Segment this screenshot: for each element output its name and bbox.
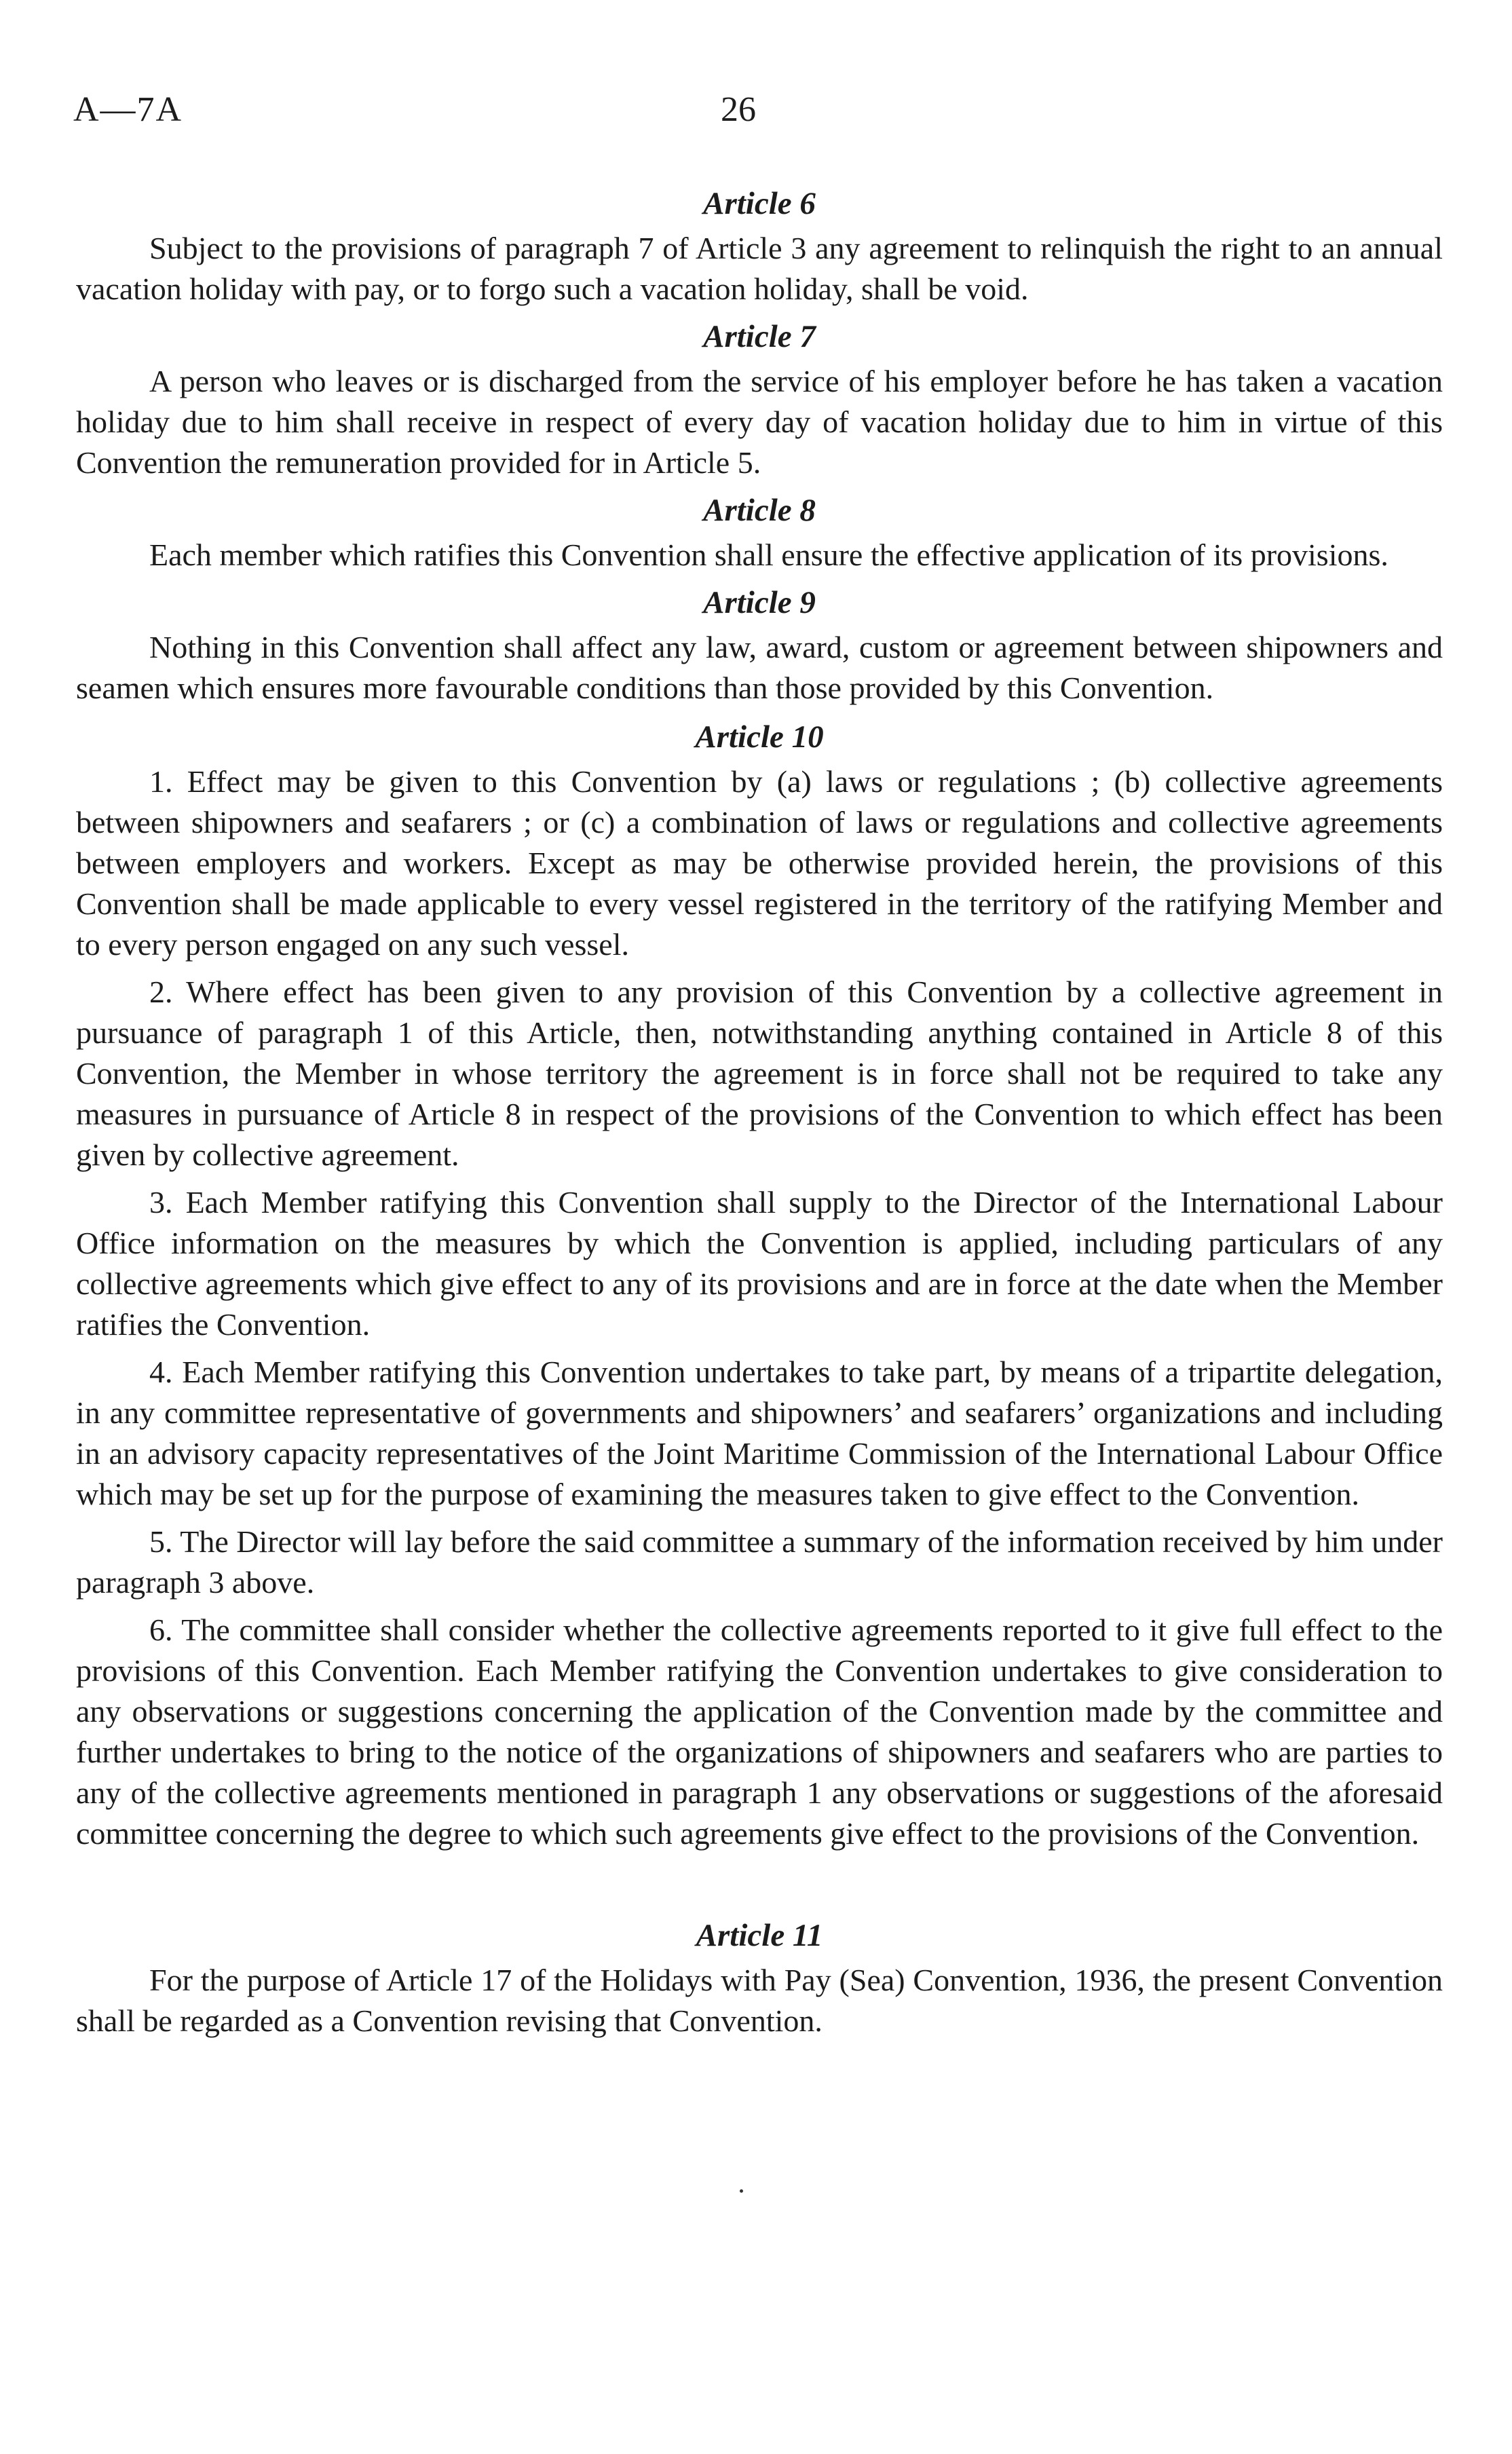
article-paragraph: Each member which ratifies this Convention shall ensure the effective application of its provisions.: [149, 537, 1388, 572]
article-heading: Article 7: [703, 319, 816, 354]
page-number: 26: [721, 90, 756, 129]
article-8: [76, 491, 1443, 575]
paragraph-5: 5. The Director will lay before the said committee a summary of the information received by him under paragraph 3 above.: [76, 1524, 1443, 1600]
article-heading: Article 11: [696, 1918, 823, 1953]
article-7: [76, 318, 1443, 483]
article-9: [76, 584, 1443, 709]
paragraph-1: 1. Effect may be given to this Convention by (a) laws or regulations ; (b) collective agreements between shipowners and seafarers ; or (c) a combination of laws or regulations and collective agreements between employers and workers. Except as may be otherwise provided herein, the provisions of this Convention shall be made applicable to every vessel registered in the territory of the ratifying Member and to every person engaged on any such vessel.: [76, 764, 1443, 962]
document-reference: A—7A: [73, 90, 183, 129]
paragraph-4: 4. Each Member ratifying this Convention undertakes to take part, by means of a tripartite delegation, in any committee representative of governments and shipowners’ and seafarers’ organizations and including in an advisory capacity representatives of the Joint Maritime Commission of the International Labour Office which may be set up for the purpose of examining the measures taken to give effect to the Convention.: [76, 1355, 1443, 1511]
document-body: [76, 185, 1443, 2041]
article-paragraph: Subject to the provisions of paragraph 7 of Article 3 any agreement to relinquish the right to an annual vacation holiday with pay, or to forgo such a vacation holiday, shall be void.: [76, 231, 1443, 306]
article-heading: Article 8: [703, 493, 816, 528]
section-separator-dot: [740, 2189, 743, 2193]
article-6: [76, 185, 1443, 309]
article-11: [76, 1917, 1443, 2041]
article-paragraph: For the purpose of Article 17 of the Holidays with Pay (Sea) Convention, 1936, the present Convention shall be regarded as a Convention revising that Convention.: [76, 1963, 1443, 2038]
article-10: [76, 718, 1443, 1854]
paragraph-2: 2. Where effect has been given to any provision of this Convention by a collective agreement in pursuance of paragraph 1 of this Article, then, notwithstanding anything contained in Article 8 of this Convention, the Member in whose territory the agreement is in force shall not be required to take any measures in pursuance of Article 8 in respect of the provisions of the Convention to which effect has been given by collective agreement.: [76, 975, 1443, 1172]
article-heading: Article 9: [703, 585, 816, 620]
paragraph-3: 3. Each Member ratifying this Convention shall supply to the Director of the International Labour Office information on the measures by which the Convention is applied, including particulars of any collective agreements which give effect to any of its provisions and are in force at the date when the Member ratifies the Convention.: [76, 1185, 1443, 1342]
article-paragraph: Nothing in this Convention shall affect any law, award, custom or agreement between shipowners and seamen which ensures more favourable conditions than those provided by this Convention.: [76, 630, 1443, 705]
article-paragraph: A person who leaves or is discharged from the service of his employer before he has taken a vacation holiday due to him shall receive in respect of every day of vacation holiday due to him in virtue of this Convention the remuneration provided for in Article 5.: [76, 364, 1443, 480]
article-heading: Article 10: [695, 719, 824, 755]
article-heading: Article 6: [703, 186, 816, 221]
paragraph-6: 6. The committee shall consider whether the collective agreements reported to it give full effect to the provisions of this Convention. Each Member ratifying the Convention undertakes to give consideration to any observations or suggestions concerning the application of the Convention made by the committee and further undertakes to bring to the notice of the organizations of shipowners and seafarers who are parties to any of the collective agreements mentioned in paragraph 1 any observations or suggestions of the aforesaid committee concerning the degree to which such agreements give effect to the provisions of the Convention.: [76, 1612, 1443, 1851]
